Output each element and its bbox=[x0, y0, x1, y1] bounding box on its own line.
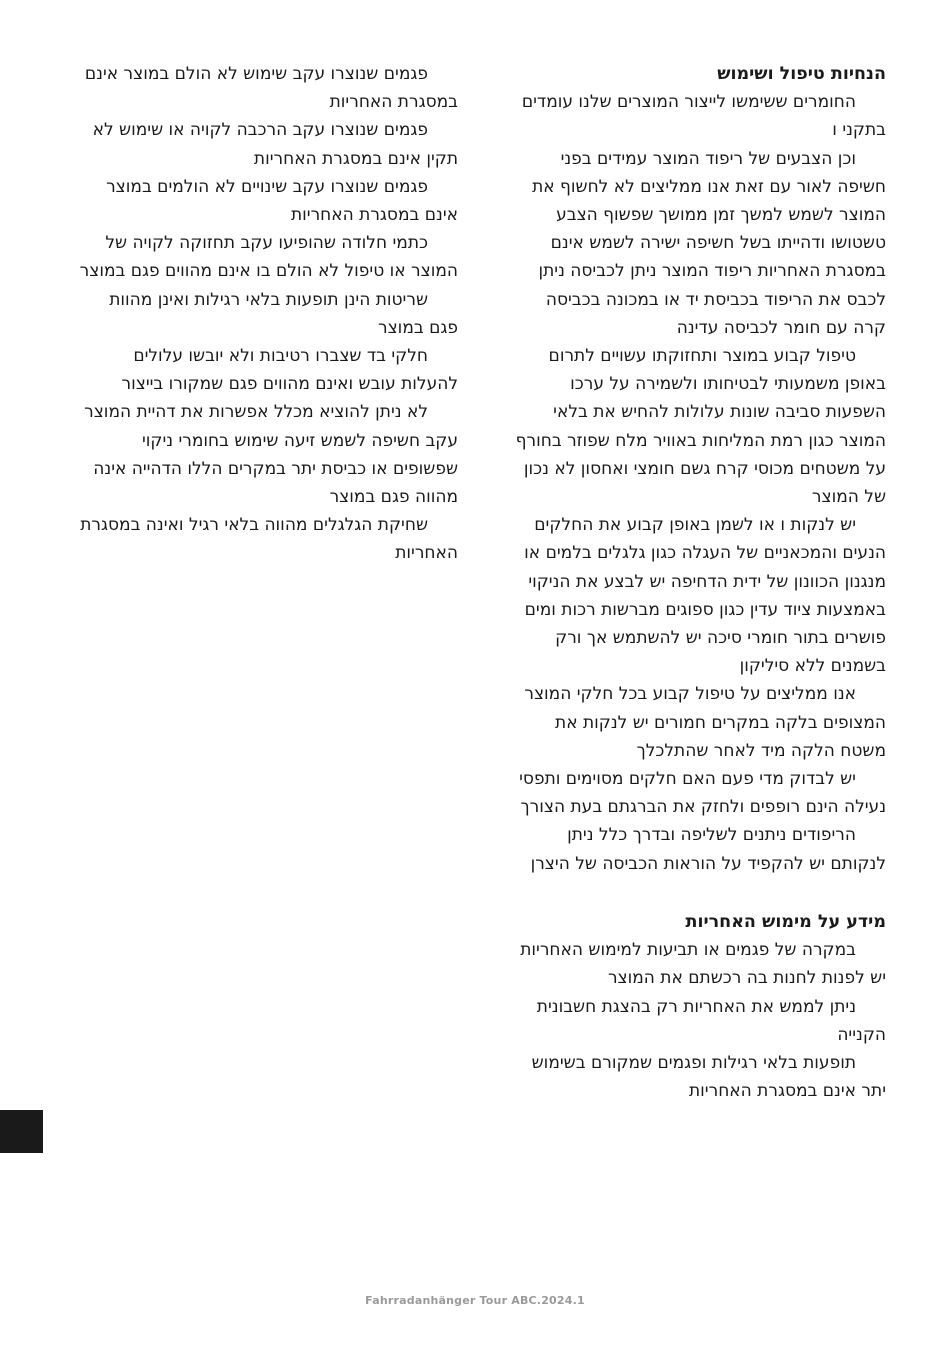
warranty-exclusion-item: פגמים שנוצרו עקב שימוש לא הולם במוצר אינם במסגרת האחריות bbox=[84, 64, 458, 113]
warranty-exclusion-item: פגמים שנוצרו עקב שינויים לא הולמים במוצר אינם במסגרת האחריות bbox=[106, 176, 458, 226]
warranty-info-heading: מידע על מימוש האחריות bbox=[685, 911, 886, 932]
warranty-paragraph: במקרה של פגמים או תביעות למימוש האחריות יש לפנות לחנות בה רכשתם את המוצר bbox=[520, 940, 886, 989]
warranty-exclusion-item: שחיקת הגלגלים מהווה בלאי רגיל ואינה במסגרת האחריות bbox=[80, 515, 458, 564]
care-paragraph: החומרים ששימשו לייצור המוצרים שלנו עומדים בתקני ו bbox=[521, 92, 886, 141]
warranty-paragraph: תופעות בלאי רגילות ופגמים שמקורם בשימוש יתר אינם במסגרת האחריות bbox=[531, 1052, 886, 1102]
page-edge-tab-marker bbox=[0, 1110, 43, 1153]
care-instructions-section bbox=[512, 60, 886, 878]
warranty-exclusion-item: כתמי חלודה שהופיעו עקב תחזוקה לקויה של המוצר או טיפול לא הולם בו אינם מהווים פגם במוצר bbox=[79, 233, 458, 282]
warranty-exclusion-item: לא ניתן להוציא מכלל אפשרות את דהיית המוצר עקב חשיפה לשמש זיעה שימוש בחומרי ניקוי שפשופים או כביסת יתר במקרים הללו הדהייה אינה מהווה פגם במוצר bbox=[84, 402, 458, 508]
warranty-exclusion-item: שריטות הינן תופעות בלאי רגילות ואינן מהוות פגם במוצר bbox=[109, 289, 458, 338]
care-paragraph: אנו ממליצים על טיפול קבוע בכל חלקי המוצר המצופים בלקה במקרים חמורים יש לנקות את משטח הלקה מיד לאחר שהתלכלך bbox=[524, 684, 886, 761]
warranty-exclusion-item: פגמים שנוצרו עקב הרכבה לקויה או שימוש לא תקין אינם במסגרת האחריות bbox=[92, 120, 458, 169]
care-paragraph: טיפול קבוע במוצר ותחזוקתו עשויים לתרום באופן משמעותי לבטיחותו ולשמירה על ערכו השפעות סביבה שונות עלולות להחיש את בלאי המוצר כגון רמת המליחות באוויר מלח שפוזר בחורף על משטחים מכוסי קרח גשם חומצי ואחסון לא נכון של המוצר bbox=[515, 346, 886, 508]
care-paragraph: וכן הצבעים של ריפוד המוצר עמידים בפני חשיפה לאור עם זאת אנו ממליצים לא לחשוף את המוצר לשמש למשך זמן ממושך שפשוף הצבע טשטושו ודהייתו בשל חשיפה ישירה לשמש אינם במסגרת האחריות ריפוד המוצר ניתן לכביסה ניתן לכבס את הריפוד בכביסת יד או במכונה בכביסה קרה עם חומר לכביסה עדינה bbox=[532, 148, 886, 338]
warranty-info-section bbox=[512, 908, 886, 1105]
left-column bbox=[78, 60, 458, 568]
right-column bbox=[512, 60, 886, 1105]
care-instructions-heading: הנחיות טיפול ושימוש bbox=[717, 64, 886, 84]
warranty-exclusion-item: חלקי בד שצברו רטיבות ולא יובשו עלולים להעלות עובש ואינם מהווים פגם שמקורו בייצור bbox=[121, 346, 458, 395]
care-paragraph: יש לנקות ו או לשמן באופן קבוע את החלקים הנעים והמכאניים של העגלה כגון גלגלים בלמים או מנגנון הכוונון של ידית הדחיפה יש לבצע את הניקוי באמצעות ציוד עדין כגון ספוגים מברשות רכות ומים פושרים בתור חומרי סיכה יש להשתמש אך ורק בשמנים ללא סיליקון bbox=[524, 515, 886, 677]
warranty-paragraph: ניתן לממש את האחריות רק בהצגת חשבונית הקנייה bbox=[536, 996, 886, 1045]
care-paragraph: יש לבדוק מדי פעם האם חלקים מסוימים ותפסי נעילה הינם רופפים ולחזק את הברגתם בעת הצורך bbox=[519, 769, 886, 818]
care-paragraph: הריפודים ניתנים לשליפה ובדרך כלל ניתן לנקותם יש להקפיד על הוראות הכביסה של היצרן bbox=[530, 825, 886, 874]
page-footer: Fahrradanhänger Tour ABC.2024.1 bbox=[365, 1294, 585, 1307]
